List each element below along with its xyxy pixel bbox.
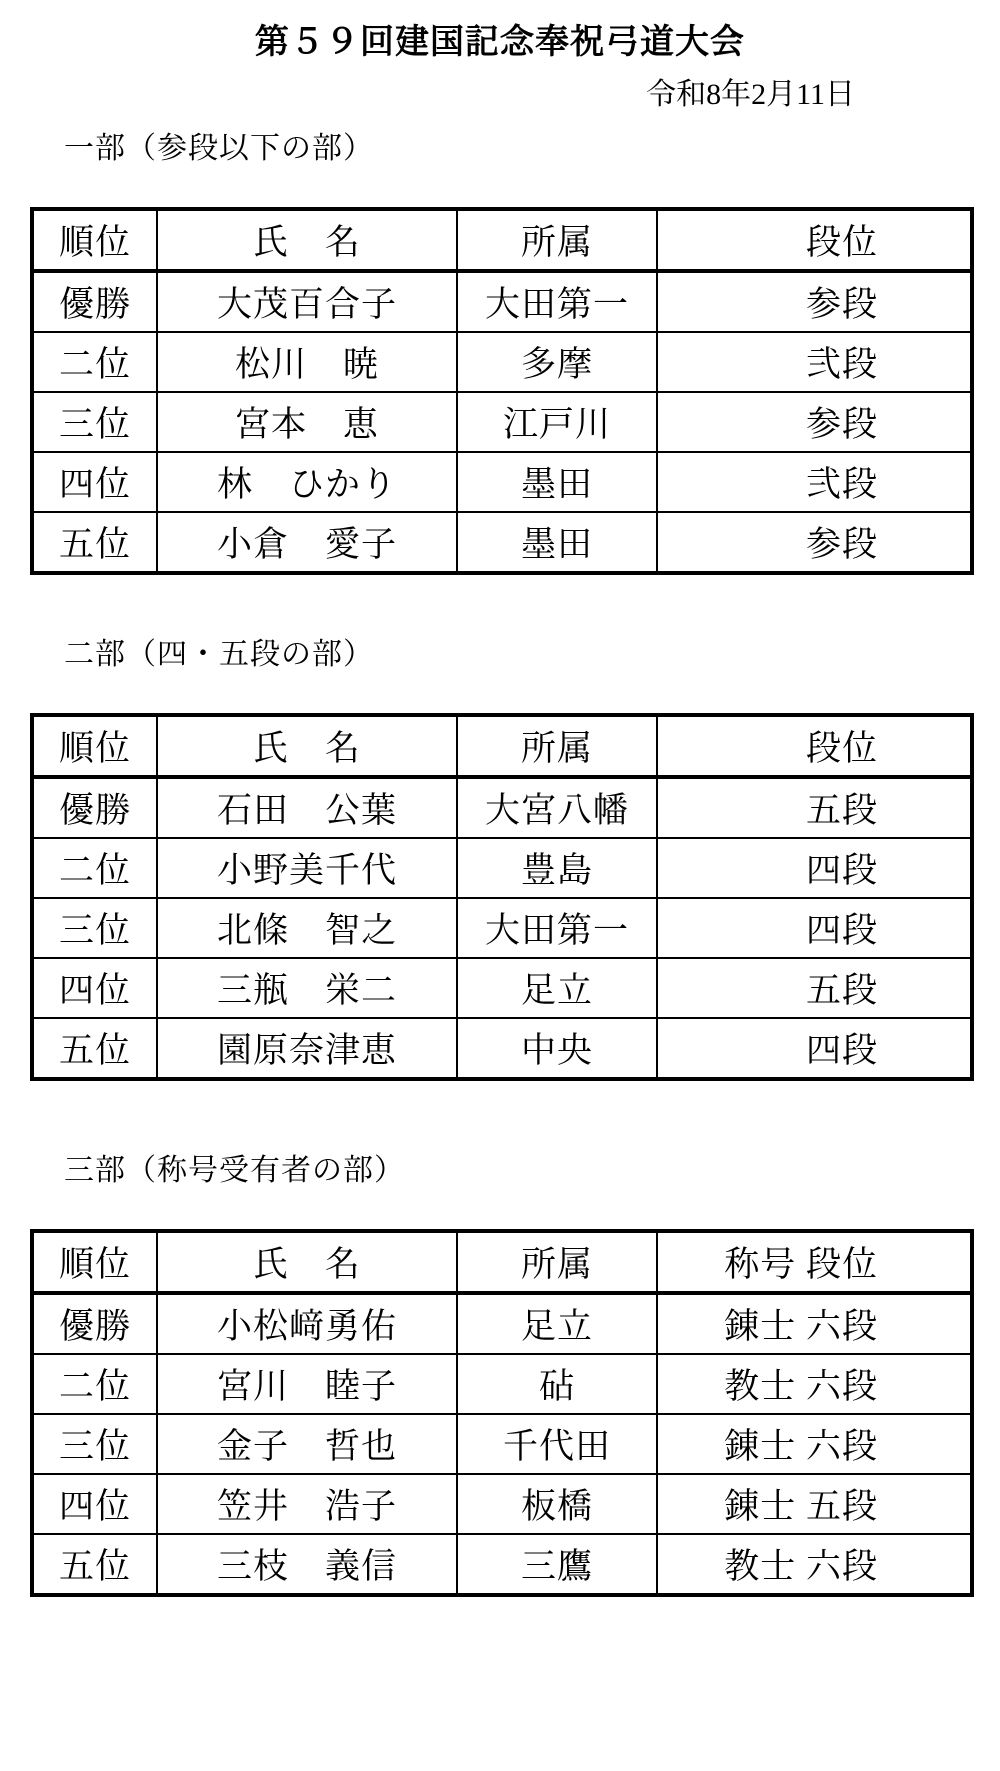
column-header-dan: 段位 <box>657 715 972 777</box>
table-row <box>32 1414 972 1474</box>
name-cell: 小松﨑勇佑 <box>157 1293 457 1354</box>
table-row <box>32 1474 972 1534</box>
affiliation-cell: 三鷹 <box>457 1534 657 1595</box>
table-row <box>32 332 972 392</box>
document-date: 令和8年2月11日 <box>646 78 855 111</box>
name-cell: 林 ひかり <box>157 452 457 512</box>
table-row <box>32 1293 972 1354</box>
name-cell: 大茂百合子 <box>157 271 457 332</box>
section-heading-part3: 三部（称号受有者の部） <box>64 1154 405 1187</box>
title-dan-cell: 錬士 六段 <box>657 1293 972 1354</box>
table-row <box>32 452 972 512</box>
dan-cell: 四段 <box>657 898 972 958</box>
dan-cell: 弐段 <box>657 452 972 512</box>
dan-cell: 五段 <box>657 777 972 838</box>
name-cell: 小倉 愛子 <box>157 512 457 573</box>
affiliation-cell: 足立 <box>457 958 657 1018</box>
rank-cell: 五位 <box>32 1018 157 1079</box>
page-title: 第５９回建国記念奉祝弓道大会 <box>255 24 745 61</box>
table-row <box>32 512 972 573</box>
affiliation-cell: 墨田 <box>457 452 657 512</box>
name-cell: 三瓶 栄二 <box>157 958 457 1018</box>
column-header-dan: 段位 <box>657 209 972 271</box>
affiliation-cell: 多摩 <box>457 332 657 392</box>
table-row <box>32 777 972 838</box>
column-header-name: 氏 名 <box>157 1231 457 1293</box>
section-heading-part1: 一部（参段以下の部） <box>64 132 374 165</box>
rank-cell: 五位 <box>32 1534 157 1595</box>
title-dan-cell: 錬士 五段 <box>657 1474 972 1534</box>
results-table-part3 <box>30 1229 974 1597</box>
name-cell: 三枝 義信 <box>157 1534 457 1595</box>
rank-cell: 三位 <box>32 898 157 958</box>
column-header-rank: 順位 <box>32 209 157 271</box>
section-heading-part2: 二部（四・五段の部） <box>64 638 374 671</box>
title-dan-cell: 教士 六段 <box>657 1534 972 1595</box>
dan-cell: 参段 <box>657 392 972 452</box>
table-row <box>32 1354 972 1414</box>
dan-cell: 参段 <box>657 512 972 573</box>
column-header-name: 氏 名 <box>157 209 457 271</box>
table-row <box>32 958 972 1018</box>
column-header-affiliation: 所属 <box>457 1231 657 1293</box>
header-row <box>32 715 972 777</box>
dan-cell: 四段 <box>657 1018 972 1079</box>
dan-cell: 弐段 <box>657 332 972 392</box>
rank-cell: 四位 <box>32 1474 157 1534</box>
table-row <box>32 838 972 898</box>
rank-cell: 三位 <box>32 1414 157 1474</box>
table-row <box>32 898 972 958</box>
title-dan-cell: 錬士 六段 <box>657 1414 972 1474</box>
header-row <box>32 1231 972 1293</box>
rank-cell: 優勝 <box>32 271 157 332</box>
name-cell: 笠井 浩子 <box>157 1474 457 1534</box>
dan-cell: 四段 <box>657 838 972 898</box>
name-cell: 松川 暁 <box>157 332 457 392</box>
title-dan-cell: 教士 六段 <box>657 1354 972 1414</box>
column-header-affiliation: 所属 <box>457 715 657 777</box>
rank-cell: 二位 <box>32 332 157 392</box>
column-header-name: 氏 名 <box>157 715 457 777</box>
affiliation-cell: 千代田 <box>457 1414 657 1474</box>
table-row <box>32 271 972 332</box>
table-row <box>32 392 972 452</box>
affiliation-cell: 砧 <box>457 1354 657 1414</box>
name-cell: 北條 智之 <box>157 898 457 958</box>
results-table-part2 <box>30 713 974 1081</box>
affiliation-cell: 大田第一 <box>457 271 657 332</box>
affiliation-cell: 板橋 <box>457 1474 657 1534</box>
affiliation-cell: 江戸川 <box>457 392 657 452</box>
column-header-rank: 順位 <box>32 1231 157 1293</box>
rank-cell: 優勝 <box>32 1293 157 1354</box>
column-header-affiliation: 所属 <box>457 209 657 271</box>
rank-cell: 優勝 <box>32 777 157 838</box>
rank-cell: 二位 <box>32 1354 157 1414</box>
dan-cell: 五段 <box>657 958 972 1018</box>
header-row <box>32 209 972 271</box>
rank-cell: 三位 <box>32 392 157 452</box>
affiliation-cell: 中央 <box>457 1018 657 1079</box>
column-header-rank: 順位 <box>32 715 157 777</box>
name-cell: 石田 公葉 <box>157 777 457 838</box>
name-cell: 園原奈津恵 <box>157 1018 457 1079</box>
table-row <box>32 1534 972 1595</box>
rank-cell: 四位 <box>32 958 157 1018</box>
affiliation-cell: 大宮八幡 <box>457 777 657 838</box>
rank-cell: 五位 <box>32 512 157 573</box>
name-cell: 小野美千代 <box>157 838 457 898</box>
column-header-title-dan: 称号 段位 <box>657 1231 972 1293</box>
name-cell: 金子 哲也 <box>157 1414 457 1474</box>
affiliation-cell: 墨田 <box>457 512 657 573</box>
name-cell: 宮本 恵 <box>157 392 457 452</box>
rank-cell: 四位 <box>32 452 157 512</box>
dan-cell: 参段 <box>657 271 972 332</box>
rank-cell: 二位 <box>32 838 157 898</box>
affiliation-cell: 足立 <box>457 1293 657 1354</box>
affiliation-cell: 大田第一 <box>457 898 657 958</box>
table-row <box>32 1018 972 1079</box>
affiliation-cell: 豊島 <box>457 838 657 898</box>
results-table-part1 <box>30 207 974 575</box>
name-cell: 宮川 睦子 <box>157 1354 457 1414</box>
